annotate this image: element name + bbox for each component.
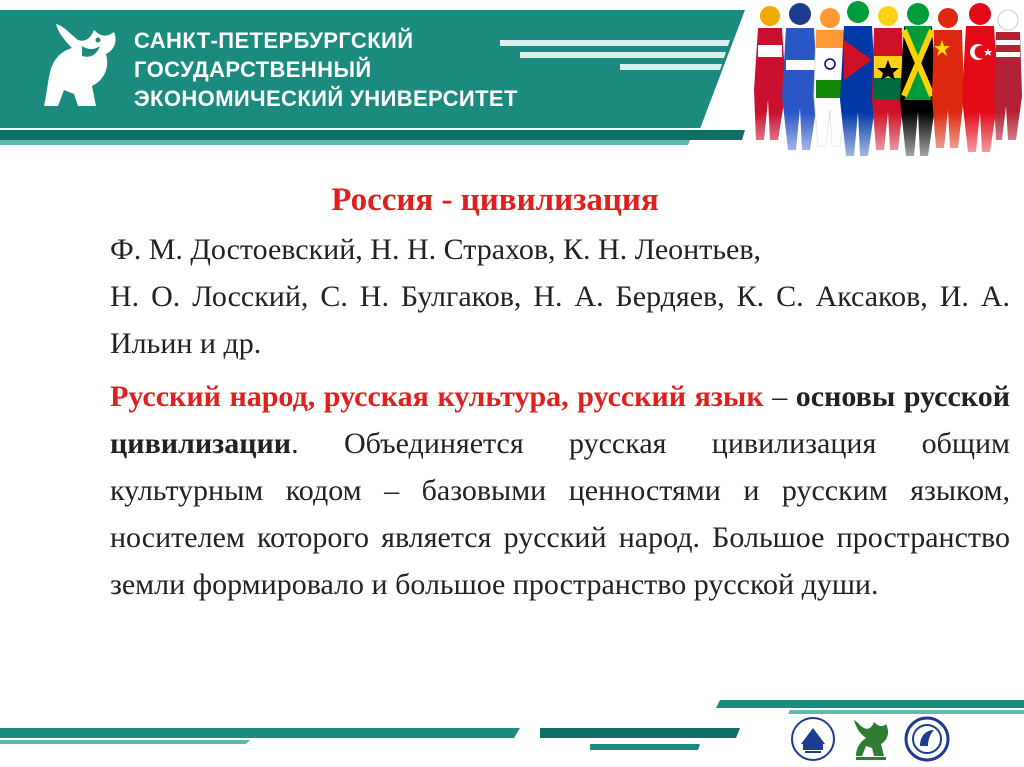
people-in-national-flags-illustration (748, 0, 1024, 180)
university-name-line: ЭКОНОМИЧЕСКИЙ УНИВЕРСИТЕТ (134, 86, 518, 111)
fineec-griffin-icon (848, 716, 894, 762)
paragraph-text: . Объединяется русская цивилизация общим культурным кодом – базовыми ценностями и русским языком, носителем которого является русский народ. Большое пространство земли формировало и большое пространство русской души. (110, 427, 1010, 601)
university-name-line: ГОСУДАРСТВЕННЫЙ (134, 57, 372, 82)
body-paragraph (110, 373, 1010, 608)
university-emblem-icon (790, 716, 836, 762)
university-name (134, 26, 614, 113)
griffin-logo-icon (34, 20, 122, 116)
emphasis-phrase: основы русской цивилизации (110, 380, 1010, 460)
university-name-line: САНКТ-ПЕТЕРБУРГСКИЙ (134, 28, 414, 53)
circular-seal-icon (904, 716, 950, 762)
authors-line: Ф. М. Достоевский, Н. Н. Страхов, К. Н. Леонтьев, (110, 233, 762, 266)
dash-separator: – (763, 380, 796, 413)
authors-list (110, 226, 1010, 367)
highlight-phrase: Русский народ, русская культура, русский язык (110, 380, 764, 413)
slide-title: Россия - цивилизация (331, 182, 659, 218)
authors-line: Н. О. Лосский, С. Н. Булгаков, Н. А. Бердяев, К. С. Аксаков, И. А. Ильин и др. (110, 280, 1010, 360)
